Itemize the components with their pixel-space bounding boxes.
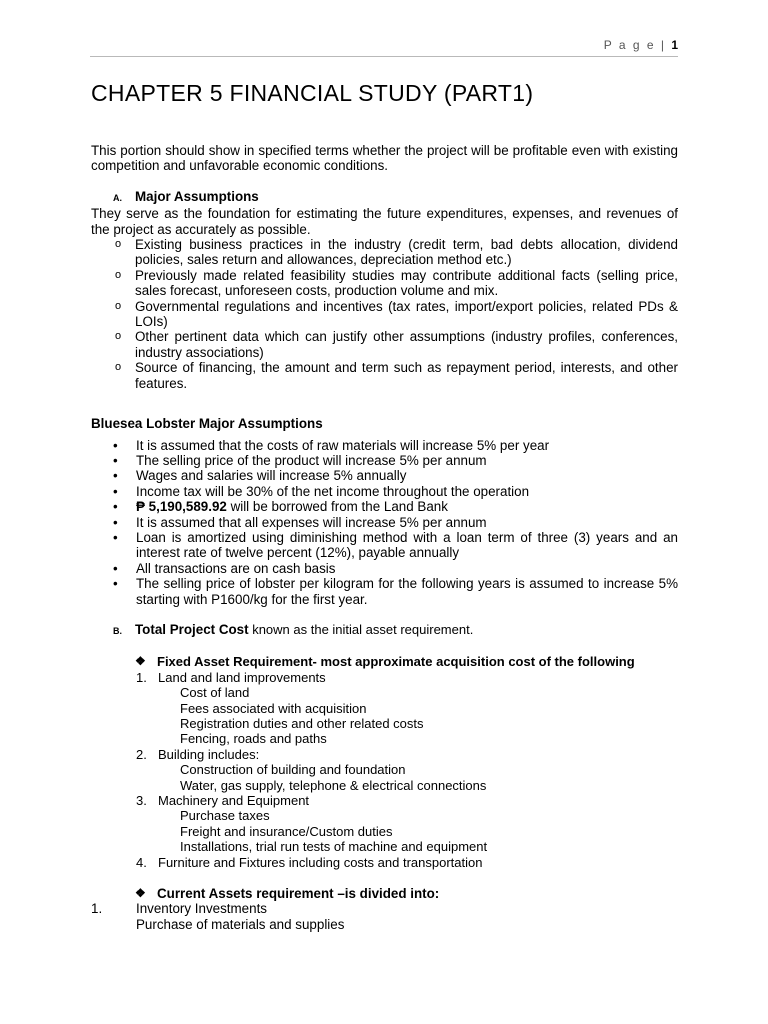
- current-assets-title: Current Assets requirement –is divided into:: [157, 886, 440, 902]
- sub-item: Purchase of materials and supplies: [136, 916, 345, 932]
- list-item: o Governmental regulations and incentives (tax rates, import/export policies, related PDs & LOIs): [115, 299, 678, 330]
- section-b-heading: [113, 622, 678, 639]
- list-item: o Previously made related feasibility studies may contribute additional facts (selling price, sales forecast, unforeseen costs, production volume and mix.: [115, 268, 678, 299]
- list-item: • Wages and salaries will increase 5% annually: [113, 468, 678, 483]
- list-item: [136, 670, 678, 747]
- section-a-marker: A.: [113, 192, 122, 203]
- sub-item: Purchase taxes: [180, 808, 270, 824]
- sub-item: Water, gas supply, telephone & electrical connections: [180, 777, 487, 793]
- section-b-rest: known as the initial asset requirement.: [248, 621, 474, 637]
- header-rule: [90, 56, 678, 57]
- section-b-title: Total Project Cost: [135, 621, 249, 637]
- sub-item: Installations, trial run tests of machine and equipment: [180, 839, 488, 855]
- bluesea-list: [91, 438, 678, 607]
- sub-item: Construction of building and foundation: [180, 762, 406, 778]
- item-number: 3.: [136, 793, 147, 809]
- sub-item: Cost of land: [180, 685, 250, 701]
- loan-text: will be borrowed from the Land Bank: [226, 499, 448, 515]
- section-a-heading: [113, 189, 678, 206]
- diamond-bullet-icon: ❖: [135, 886, 146, 901]
- list-item: o Existing business practices in the industry (credit term, bad debts allocation, dividend policies, sales return and allowances, depreciation method etc.): [115, 237, 678, 268]
- document-body: [91, 143, 678, 932]
- list-item: • Loan is amortized using diminishing method with a loan term of three (3) years and an interest rate of twelve percent (12%), payable annually: [113, 530, 678, 561]
- sub-item: Fees associated with acquisition: [180, 700, 367, 716]
- diamond-bullet-icon: ❖: [135, 654, 146, 669]
- list-item: o Other pertinent data which can justify other assumptions (industry profiles, conferences, industry associations): [115, 329, 678, 360]
- section-b-marker: B.: [113, 625, 122, 636]
- sub-item: Registration duties and other related costs: [180, 716, 424, 731]
- item-number: 1.: [91, 901, 103, 917]
- fixed-asset-heading: [135, 654, 678, 669]
- intro-paragraph: This portion should show in specified terms whether the project will be profitable even with existing competition and unfavorable economic conditions.: [91, 143, 678, 174]
- loan-amount: ₱ 5,190,589.92: [136, 499, 227, 515]
- list-item-loan: [113, 499, 678, 514]
- list-item: [91, 901, 678, 932]
- item-label: Building includes:: [158, 746, 260, 762]
- item-number: 4.: [136, 854, 147, 870]
- list-item: [136, 855, 678, 870]
- fixed-asset-title: Fixed Asset Requirement- most approximate acquisition cost of the following: [157, 654, 635, 670]
- item-number: 1.: [136, 669, 147, 685]
- assumptions-list: [91, 237, 678, 391]
- bluesea-heading: Bluesea Lobster Major Assumptions: [91, 416, 323, 432]
- item-number: 2.: [136, 746, 147, 762]
- current-assets-heading: [135, 886, 678, 901]
- page-number: P a g e | 1: [603, 38, 678, 52]
- sub-item: Fencing, roads and paths: [180, 731, 327, 747]
- page-title: CHAPTER 5 FINANCIAL STUDY (PART1): [91, 80, 534, 106]
- list-item: • The selling price of the product will increase 5% per annum: [113, 453, 678, 468]
- item-label: Inventory Investments: [136, 901, 267, 917]
- page-number-value: 1: [671, 38, 678, 52]
- item-label: Furniture and Fixtures including costs and transportation: [158, 854, 483, 870]
- section-a-lead: They serve as the foundation for estimating the future expenditures, expenses, and revenues of the project as accurately as possible.: [91, 206, 678, 237]
- list-item: o Source of financing, the amount and term such as repayment period, interests, and other features.: [115, 360, 678, 391]
- list-item: • Income tax will be 30% of the net income throughout the operation: [113, 484, 678, 499]
- sub-item: Freight and insurance/Custom duties: [180, 823, 393, 839]
- list-item: • The selling price of lobster per kilogram for the following years is assumed to increase 5% starting with P1600/kg for the first year.: [113, 576, 678, 607]
- fixed-asset-list: [91, 670, 678, 870]
- list-item: [136, 793, 678, 855]
- list-item: • It is assumed that the costs of raw materials will increase 5% per year: [113, 438, 678, 453]
- page-label: P a g e: [603, 38, 656, 52]
- section-a-title: Major Assumptions: [135, 188, 259, 204]
- list-item: • It is assumed that all expenses will increase 5% per annum: [113, 515, 678, 530]
- list-item: [136, 747, 678, 793]
- item-label: Machinery and Equipment: [158, 793, 310, 809]
- item-label: Land and land improvements: [158, 669, 326, 685]
- list-item: • All transactions are on cash basis: [113, 561, 678, 576]
